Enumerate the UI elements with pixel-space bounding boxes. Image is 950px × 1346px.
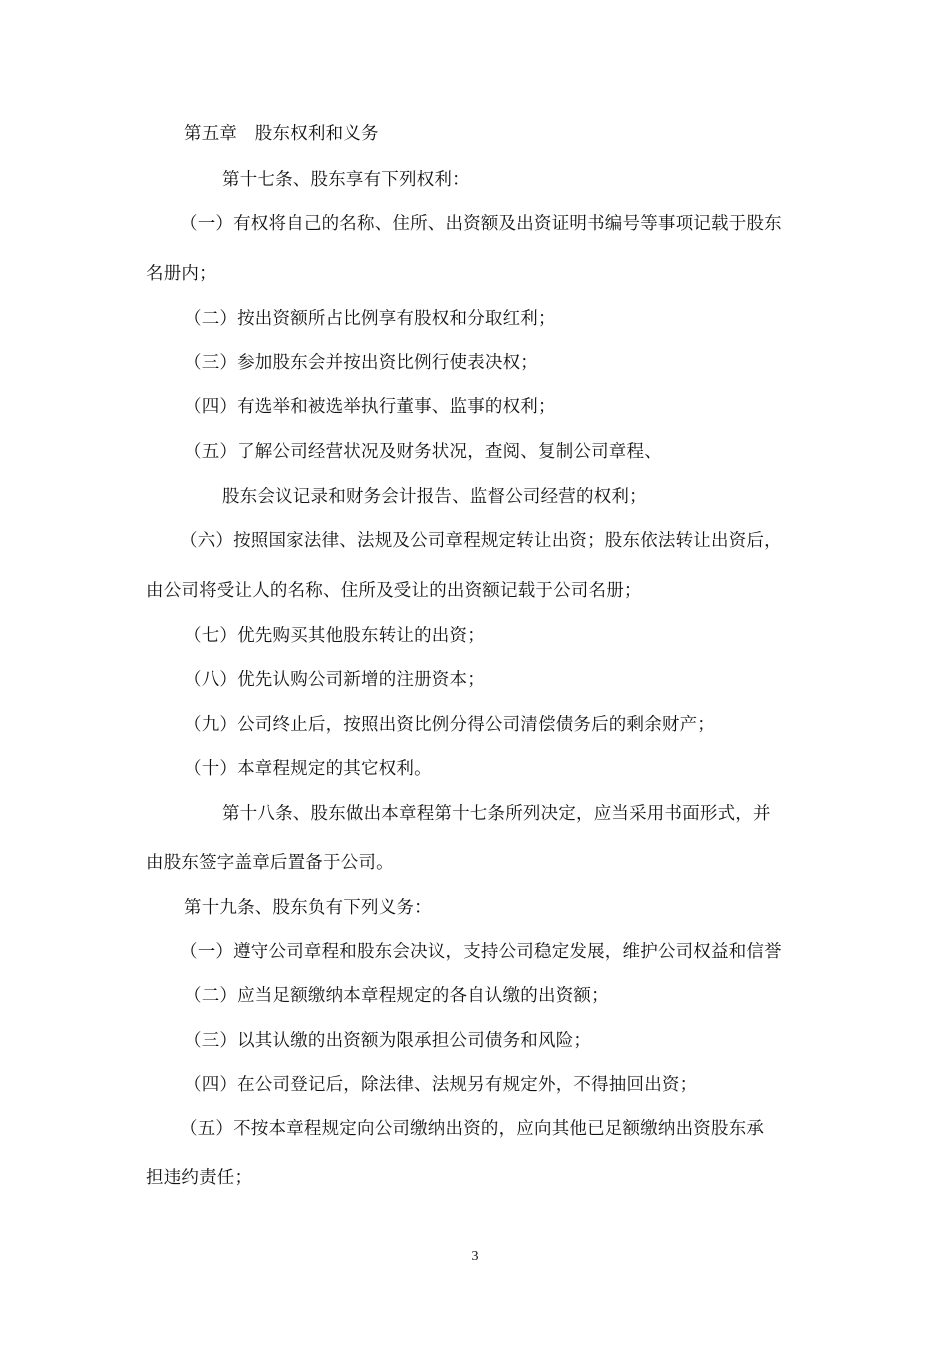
article-19-heading: 第十九条、股东负有下列义务： — [184, 898, 432, 918]
article-17-heading: 第十七条、股东享有下列权利： — [222, 170, 470, 190]
article-19-item-4: （四）在公司登记后，除法律、法规另有规定外，不得抽回出资； — [184, 1075, 698, 1095]
article-19-item-1: （一）遵守公司章程和股东会决议，支持公司稳定发展，维护公司权益和信誉 — [180, 942, 782, 962]
article-19-item-2: （二）应当足额缴纳本章程规定的各自认缴的出资额； — [184, 986, 609, 1006]
chapter-title: 第五章 股东权利和义务 — [184, 124, 379, 144]
article-17-item-2: （二）按出资额所占比例享有股权和分取红利； — [184, 309, 556, 329]
article-17-item-7: （七）优先购买其他股东转让的出资； — [184, 626, 485, 646]
article-19-item-3: （三）以其认缴的出资额为限承担公司债务和风险； — [184, 1031, 592, 1051]
article-17-item-10: （十）本章程规定的其它权利。 — [184, 759, 432, 779]
article-19-item-5-line-1: （五）不按本章程规定向公司缴纳出资的，应向其他已足额缴纳出资股东承 — [180, 1119, 765, 1139]
article-17-item-6-line-2: 由公司将受让人的名称、住所及受让的出资额记载于公司名册； — [146, 581, 642, 601]
article-17-item-1-line-2: 名册内； — [146, 264, 217, 284]
article-17-item-1-line-1: （一）有权将自己的名称、住所、出资额及出资证明书编号等事项记载于股东 — [180, 214, 782, 234]
article-17-item-8: （八）优先认购公司新增的注册资本； — [184, 670, 485, 690]
article-17-item-9: （九）公司终止后，按照出资比例分得公司清偿债务后的剩余财产； — [184, 715, 715, 735]
article-17-item-3: （三）参加股东会并按出资比例行使表决权； — [184, 353, 538, 373]
article-19-item-5-line-2: 担违约责任； — [146, 1168, 253, 1188]
article-18-line-1: 第十八条、股东做出本章程第十七条所列决定，应当采用书面形式，并 — [222, 804, 771, 824]
article-17-item-6-line-1: （六）按照国家法律、法规及公司章程规定转让出资；股东依法转让出资后， — [180, 531, 782, 551]
article-18-line-2: 由股东签字盖章后置备于公司。 — [146, 853, 394, 873]
article-17-item-5-line-2: 股东会议记录和财务会计报告、监督公司经营的权利； — [222, 487, 647, 507]
article-17-item-5-line-1: （五）了解公司经营状况及财务状况，查阅、复制公司章程、 — [184, 442, 662, 462]
article-17-item-4: （四）有选举和被选举执行董事、监事的权利； — [184, 397, 556, 417]
page-number: 3 — [471, 1249, 479, 1264]
